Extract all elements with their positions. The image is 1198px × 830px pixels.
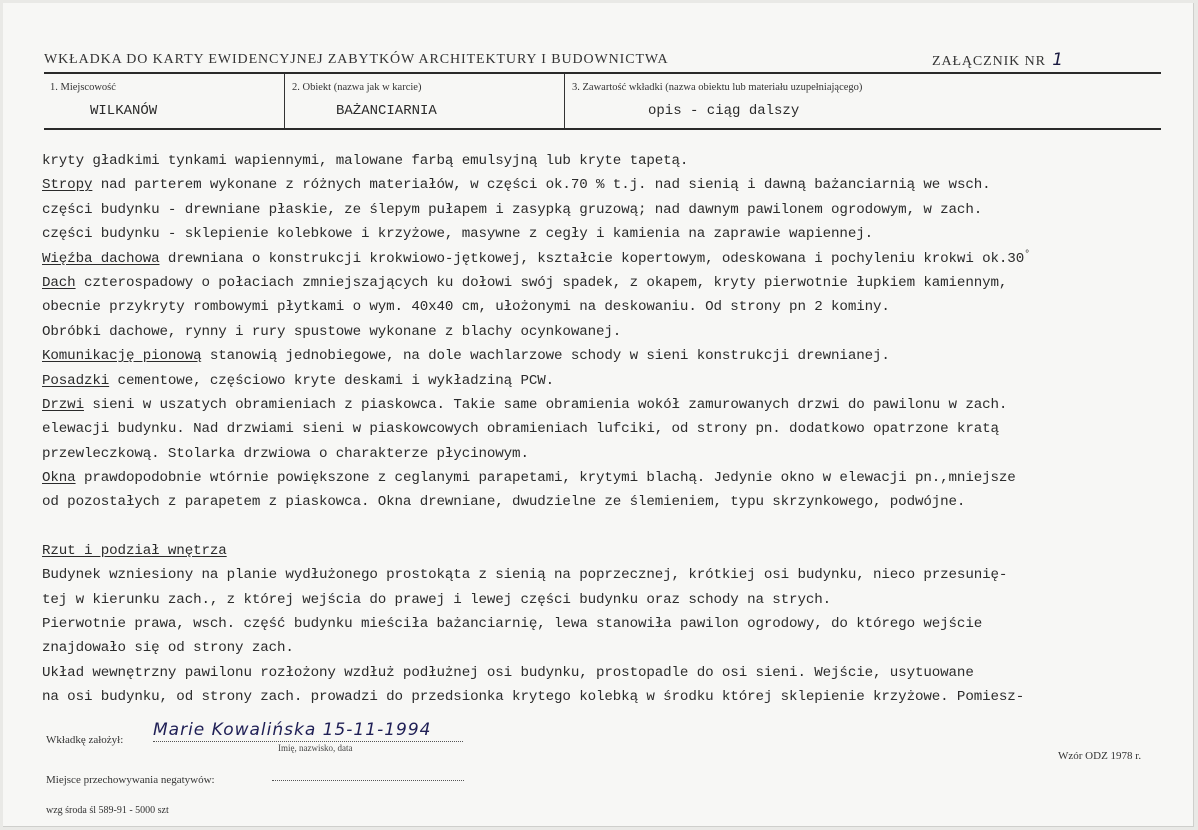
place-label: 1. Miejscowość: [50, 82, 116, 93]
text-line: znajdowało się od strony zach.: [42, 640, 294, 657]
section-heading-stropy: Stropy: [42, 177, 93, 194]
text-line: obecnie przykryty rombowymi płytkami o wym. 40x40 cm, ułożonymi na deskowaniu. Od strony pn 2 kominy.: [42, 299, 890, 316]
object-value: BAŻANCIARNIA: [336, 103, 437, 119]
text-line: [42, 393, 1182, 417]
text-line: [42, 539, 1182, 563]
annex-label-text: ZAŁĄCZNIK NR: [932, 54, 1046, 69]
negatives-label: Miejsce przechowywania negatywów:: [46, 774, 215, 786]
text-line: [42, 247, 1182, 271]
text-run: nad parterem wykonane z różnych materiałów, w części ok.70 % t.j. nad sienią i dawną bażanciarnią we wsch.: [92, 177, 991, 194]
section-heading-wiezba: Więźba dachowa: [42, 250, 160, 267]
text-line: [42, 173, 1182, 197]
section-heading-okna: Okna: [42, 470, 76, 487]
text-line: na osi budynku, od strony zach. prowadzi do przedsionka krytego kolebką w środku której sklepienie krzyżowe. Pomiesz-: [42, 689, 1025, 706]
text-line: Pierwotnie prawa, wsch. część budynku mieściła bażanciarnię, lewa stanowiła pawilon ogrodowy, do którego wejście: [42, 616, 983, 633]
section-heading-rzut: Rzut i podział wnętrza: [42, 542, 227, 559]
card-title: WKŁADKA DO KARTY EWIDENCYJNEJ ZABYTKÓW ARCHITEKTURY I BUDOWNICTWA: [44, 52, 669, 67]
text-run: cementowe, częściowo kryte deskami i wykładziną PCW.: [109, 372, 555, 389]
form-model: Wzór ODZ 1978 r.: [1058, 750, 1142, 762]
text-run: czterospadowy o połaciach zmniejszających ku dołowi swój spadek, z okapem, kryty pierwotnie łupkiem kamiennym,: [75, 274, 1008, 291]
section-heading-drzwi: Drzwi: [42, 396, 84, 413]
text-line: od pozostałych z parapetem z piaskowca. Okna drewniane, dwudzielne ze ślemieniem, typu skrzynkowego, podwójne.: [42, 494, 966, 511]
print-info: wzg środa śl 589-91 - 5000 szt: [46, 805, 169, 816]
section-heading-posadzki: Posadzki: [42, 372, 110, 389]
paragraph-gap: [42, 515, 1182, 539]
description-body: [42, 149, 1182, 710]
section-heading-komunikacja: Komunikację pionową: [42, 348, 202, 365]
text-line: części budynku - drewniane płaskie, ze ślepym pułapem i zasypką gruzową; nad dawnym pawilonem ogrodowym, w zach.: [42, 201, 983, 218]
text-line: przewleczkową. Stolarka drzwiowa o charakterze płycinowym.: [42, 445, 529, 462]
text-line: części budynku - sklepienie kolebkowe i krzyżowe, masywne z cegły i kamienia na zaprawie wapiennej.: [42, 226, 873, 243]
text-run: stanowią jednobiegowe, na dole wachlarzowe schody w sieni konstrukcji drewnianej.: [201, 348, 890, 365]
section-heading-dach: Dach: [42, 274, 76, 291]
text-line: Układ wewnętrzny pawilonu rozłożony wzdłuż podłużnej osi budynku, prostopadle do osi sieni. Wejście, usytuowane: [42, 664, 974, 681]
annex-number: 1: [1052, 50, 1064, 70]
header-bottom-rule: [44, 128, 1161, 130]
object-label: 2. Obiekt (nazwa jak w karcie): [292, 82, 422, 93]
content-value: opis - ciąg dalszy: [648, 103, 800, 119]
author-signature: Marie Kowalińska 15-11-1994: [153, 720, 463, 742]
text-run: drewniana o konstrukcji krokwiowo-jętkowej, kształcie kopertowym, odeskowana i pochyleniu krokwi ok.30: [159, 250, 1025, 267]
author-label: Wkładkę założył:: [46, 734, 124, 746]
text-line: elewacji budynku. Nad drzwiami sieni w piaskowcowych obramieniach lufciki, od strony pn. dodatkowo opatrzone kratą: [42, 421, 999, 438]
text-run: prawdopodobnie wtórnie powiększone z ceglanymi parapetami, krytymi blachą. Jedynie okno w elewacji pn.,mniejsze: [75, 470, 1016, 487]
annex-label: [932, 50, 1064, 70]
text-line: [42, 369, 1182, 393]
author-sub-label: Imię, nazwisko, data: [278, 743, 353, 753]
text-line: tej w kierunku zach., z której wejścia do prawej i lewej części budynku oraz schody na strych.: [42, 591, 832, 608]
text-line: kryty gładkimi tynkami wapiennymi, malowane farbą emulsyjną lub kryte tapetą.: [42, 153, 689, 169]
field-divider-1: [284, 74, 285, 128]
content-label: 3. Zawartość wkładki (nazwa obiektu lub materiału uzupełniającego): [572, 82, 863, 93]
text-line: [42, 344, 1182, 368]
field-divider-2: [564, 74, 565, 128]
text-line: [42, 466, 1182, 490]
negatives-field: [272, 780, 464, 781]
text-run: sieni w uszatych obramieniach z piaskowca. Takie same obramienia wokół zamurowanych drzwi do pawilonu w zach.: [83, 396, 1008, 413]
text-line: Budynek wzniesiony na planie wydłużonego prostokąta z sienią na poprzecznej, krótkiej osi budynku, nieco przesunię-: [42, 567, 1008, 584]
header-top-rule: [44, 72, 1161, 74]
degree-sign: °: [1024, 248, 1030, 260]
text-line: [42, 271, 1182, 295]
place-value: WILKANÓW: [90, 103, 158, 119]
text-line: Obróbki dachowe, rynny i rury spustowe wykonane z blachy ocynkowanej.: [42, 323, 622, 340]
